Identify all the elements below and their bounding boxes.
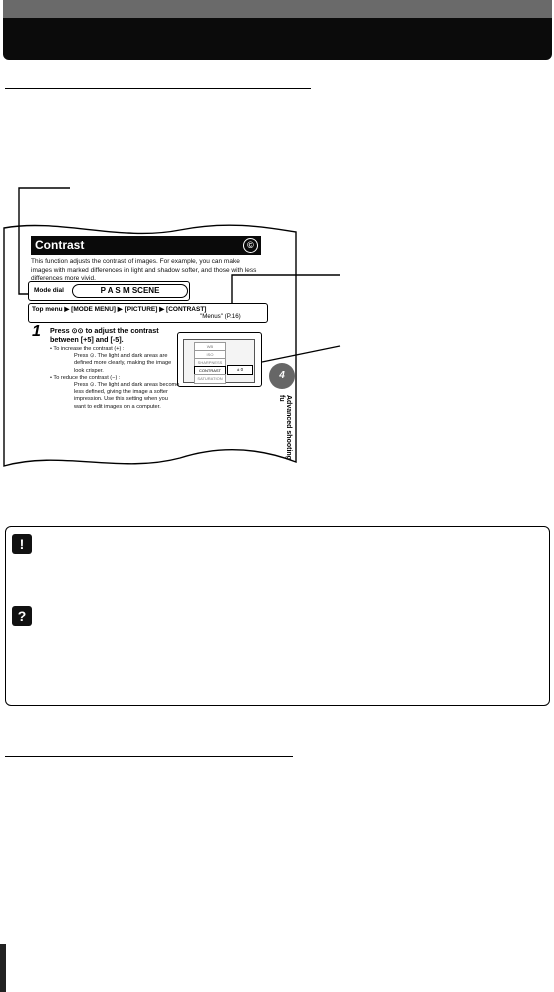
- page-edge-mark: [0, 944, 6, 992]
- lcd-item-sharpness: SHARPNESS: [194, 358, 226, 368]
- lcd-item-contrast: CONTRAST: [194, 366, 226, 376]
- section-rule-2: [5, 756, 293, 757]
- menu-page-reference: "Menus" (P.16): [200, 313, 241, 320]
- sample-page-description: This function adjusts the contrast of images. For example, you can make images with marked differences in light and shadow softer, and those with less differences more vivid.: [31, 258, 257, 282]
- chapter-tab: 4: [269, 363, 295, 389]
- step-heading: Press ⊙⊙ to adjust the contrast between [+5] and [-5].: [50, 326, 159, 344]
- reduce-body: Press ⊙. The light and dark areas become less defined, giving the image a softer impression. Use this setting when you want to edit images on a computer.: [74, 382, 180, 410]
- increase-body: Press ⊙. The light and dark areas are defined more clearly, making the image look crisper.: [74, 353, 172, 374]
- lcd-contrast-value: ± 0: [227, 365, 253, 375]
- lcd-item-saturation: SATURATION: [194, 374, 226, 384]
- menu-path-text: Top menu ▶ [MODE MENU] ▶ [PICTURE] ▶ [CONTRAST]: [32, 306, 207, 313]
- increase-heading: • To increase the contrast (+) :: [50, 346, 125, 352]
- mode-dial-modes: P A S M SCENE: [72, 284, 188, 298]
- lcd-screen: [183, 339, 255, 383]
- scene-mode-icon: ©: [243, 238, 258, 253]
- mode-dial-label: Mode dial: [34, 287, 64, 294]
- section-rule: [5, 88, 311, 89]
- lcd-item-wb: WB: [194, 342, 226, 352]
- step-number: 1: [32, 323, 41, 340]
- header-title-bar: [3, 18, 552, 60]
- sample-page-title: Contrast: [31, 236, 261, 255]
- step-body: [50, 346, 180, 411]
- chapter-side-label: Advanced shooting fu: [278, 395, 292, 460]
- reduce-heading: • To reduce the contrast (−) :: [50, 374, 121, 381]
- header-top-bar: [3, 0, 552, 18]
- help-icon: ?: [12, 606, 32, 626]
- notes-box: [5, 526, 550, 706]
- lcd-item-iso: ISO: [194, 350, 226, 360]
- caution-icon: !: [12, 534, 32, 554]
